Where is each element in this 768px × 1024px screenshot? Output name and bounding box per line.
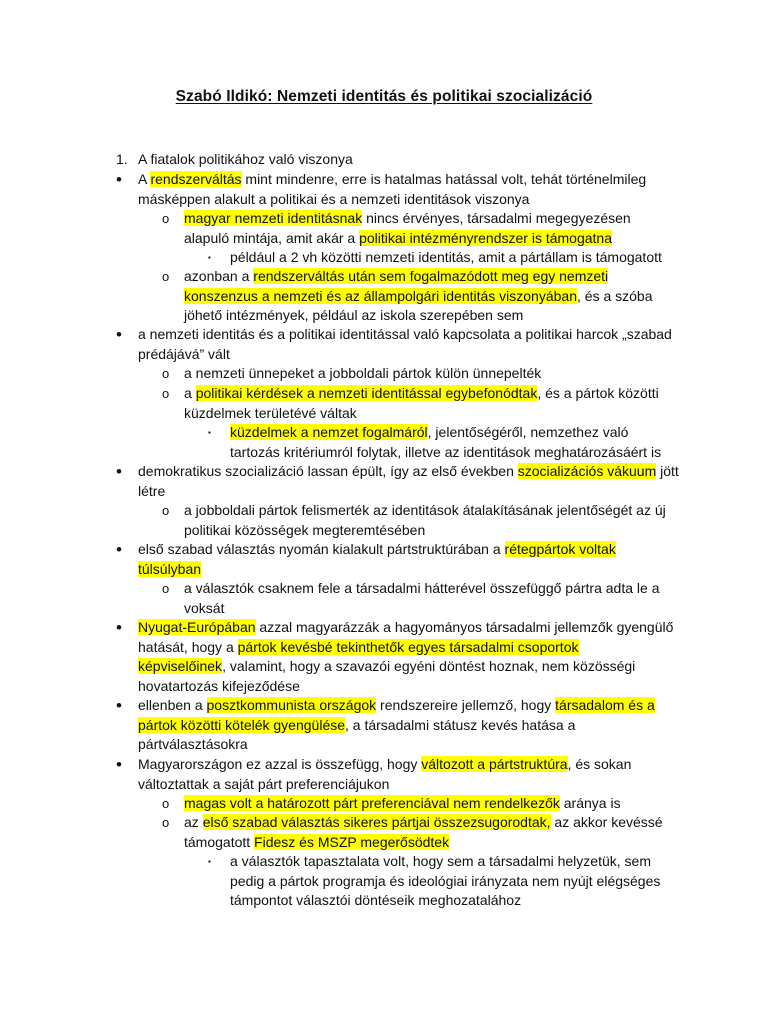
list-item xyxy=(230,852,698,911)
text-line xyxy=(138,735,698,755)
bullet-disc-icon: • xyxy=(116,170,122,189)
text-run: prédájává” vált xyxy=(138,345,230,362)
list-item xyxy=(138,170,698,209)
list-item xyxy=(184,579,698,618)
text-run: demokratikus szocializáció lassan épült, így az első években xyxy=(138,463,518,479)
text-run: , valamint, hogy a szavazói egyéni döntést hoznak, nem közösségi xyxy=(222,658,636,674)
bullet-disc-icon: • xyxy=(116,755,122,774)
highlighted-text: küzdelmek a nemzet fogalmáról xyxy=(230,424,428,440)
text-run: első szabad választás nyomán kialakult pártstruktúrában a xyxy=(138,541,505,557)
bullet-disc-icon: • xyxy=(116,325,122,344)
text-line xyxy=(138,540,698,560)
text-line xyxy=(138,638,698,658)
text-line xyxy=(138,696,698,716)
text-run: a xyxy=(184,385,196,401)
highlighted-text: szocializációs vákuum xyxy=(517,463,657,479)
text-run: A fiatalok politikához való viszonya xyxy=(138,151,353,167)
list-item xyxy=(230,248,698,268)
text-line xyxy=(184,209,698,229)
text-line xyxy=(184,579,698,599)
text-run: támogatott xyxy=(184,833,255,850)
text-line xyxy=(138,657,698,677)
highlighted-text: Nyugat-Európában xyxy=(138,619,256,635)
text-line xyxy=(138,755,698,775)
text-line xyxy=(184,501,698,521)
list-item xyxy=(138,150,698,170)
bullet-square-icon: ▪ xyxy=(208,857,211,866)
text-line xyxy=(184,599,698,619)
text-run: jött xyxy=(656,463,679,479)
text-run: Magyarországon ez azzal is összefügg, hogy xyxy=(138,756,422,772)
text-line xyxy=(138,170,698,190)
highlighted-text: rendszerváltás xyxy=(150,171,242,187)
text-run: támpontot választói döntéseik meghozatalához xyxy=(230,892,522,908)
text-run: pedig a pártok programja és ideológiai irányzata nem nyújt elégséges xyxy=(230,872,661,889)
text-run: tartozás kritériumról folytak, illetve az identitások meghatározásáért is xyxy=(230,443,662,460)
bullet-circle-icon: o xyxy=(162,503,170,518)
text-run: pártválasztásokra xyxy=(138,736,248,752)
list-item xyxy=(138,755,698,794)
text-line xyxy=(184,404,698,424)
text-run: alapuló mintája, amit akár a xyxy=(184,229,360,246)
text-line xyxy=(184,794,698,814)
text-line xyxy=(230,443,698,463)
text-run: aránya is xyxy=(559,795,621,811)
text-run: változtattak a saját párt preferenciájukon xyxy=(138,775,390,792)
text-line xyxy=(138,462,698,482)
bullet-square-icon: ▪ xyxy=(208,428,211,437)
highlighted-text: első szabad választás sikeres pártjai összezsugorodtak, xyxy=(202,814,551,830)
text-line xyxy=(230,872,698,892)
text-run: hovatartozás kifejeződése xyxy=(138,677,300,694)
text-line xyxy=(184,833,698,853)
text-line xyxy=(138,716,698,736)
text-run: másképpen alakult a politikai és a nemzeti identitások viszonya xyxy=(138,190,530,207)
document-title: Szabó Ildikó: Nemzeti identitás és politikai szocializáció xyxy=(175,88,593,105)
text-line xyxy=(184,287,698,307)
list-item xyxy=(138,696,698,755)
bullet-circle-icon: o xyxy=(162,796,170,811)
text-line xyxy=(138,775,698,795)
text-run: létre xyxy=(138,482,166,499)
list-item xyxy=(184,813,698,852)
bullet-square-icon: ▪ xyxy=(208,253,211,262)
text-run: politikai közösségek megteremtésében xyxy=(184,521,426,538)
text-run: a jobboldali pártok felismerték az identitások átalakításának jelentőségét az új xyxy=(184,502,666,518)
text-line xyxy=(184,813,698,833)
text-line xyxy=(138,325,698,345)
list-item xyxy=(230,423,698,462)
bullet-circle-icon: o xyxy=(162,386,170,401)
list-item xyxy=(138,325,698,364)
list-item xyxy=(184,209,698,248)
text-run: rendszereire jellemző, hogy xyxy=(376,697,556,713)
text-run: , a társadalmi státusz kevés hatása a xyxy=(345,716,576,733)
highlighted-text: változott a pártstruktúra xyxy=(421,756,568,772)
bullet-circle-icon: o xyxy=(162,211,170,226)
list-item xyxy=(138,618,698,696)
text-run: ellenben a xyxy=(138,697,207,713)
text-run: azzal magyarázzák a hagyományos társadalmi jellemzők gyengülő xyxy=(255,619,674,635)
bullet-circle-icon: o xyxy=(162,269,170,284)
text-run: a választók tapasztalata volt, hogy sem a társadalmi helyzetük, sem xyxy=(230,853,651,869)
text-run: a nemzeti identitás és a politikai identitással való kapcsolata a politikai harcok „szabad xyxy=(138,326,672,342)
highlighted-text: rendszerváltás után sem fogalmazódott meg egy nemzeti xyxy=(253,268,609,284)
text-run: küzdelmek területévé váltak xyxy=(184,404,357,421)
text-line xyxy=(184,267,698,287)
list-item xyxy=(184,267,698,326)
text-line xyxy=(138,618,698,638)
text-run: voksát xyxy=(184,599,225,616)
list-item xyxy=(184,364,698,384)
list-item xyxy=(138,540,698,579)
highlighted-text: konszenzus a nemzeti és az állampolgári identitás viszonyában xyxy=(184,287,577,304)
text-run: A xyxy=(138,171,151,187)
highlighted-text: túlsúlyban xyxy=(138,560,202,577)
text-run: a választók csaknem fele a társadalmi hátterével összefüggő pártra adta le a xyxy=(184,580,660,596)
text-line xyxy=(184,229,698,249)
text-run: jöhető intézmények, például az iskola szerepében sem xyxy=(184,307,524,323)
highlighted-text: posztkommunista országok xyxy=(206,697,377,713)
text-line xyxy=(138,190,698,210)
text-run: hatását, hogy a xyxy=(138,638,238,655)
text-run: azonban a xyxy=(184,268,254,284)
bullet-circle-icon: o xyxy=(162,581,170,596)
highlighted-text: magyar nemzeti identitásnak xyxy=(184,210,363,226)
text-line xyxy=(138,560,698,580)
highlighted-text: képviselőinek xyxy=(138,658,223,674)
text-line xyxy=(138,482,698,502)
text-line xyxy=(230,852,698,872)
bullet-circle-icon: o xyxy=(162,366,170,381)
text-line xyxy=(184,364,698,384)
list-item xyxy=(184,501,698,540)
text-run: , és a pártok közötti xyxy=(537,385,659,401)
text-line xyxy=(184,384,698,404)
highlighted-text: társadalom és a xyxy=(555,697,655,713)
list-item xyxy=(184,384,698,423)
text-line xyxy=(230,423,698,443)
text-line xyxy=(230,891,698,911)
highlighted-text: rétegpártok voltak xyxy=(504,541,616,557)
list-item xyxy=(184,794,698,814)
text-run: például a 2 vh közötti nemzeti identitás, amit a pártállam is támogatott xyxy=(230,249,662,265)
bullet-disc-icon: • xyxy=(116,696,122,715)
highlighted-text: magas volt a határozott párt preferenciával nem rendelkezők xyxy=(184,795,560,811)
highlighted-text: politikai intézményrendszer is támogatna xyxy=(359,229,612,246)
text-run: mint mindenre, erre is hatalmas hatással volt, tehát történelmileg xyxy=(241,171,647,187)
highlighted-text: pártok közötti kötelék gyengülése xyxy=(138,716,346,733)
text-run: nincs érvényes, társadalmi megegyezésen xyxy=(362,210,631,226)
text-run: , és sokan xyxy=(567,756,632,772)
highlighted-text: Fidesz és MSZP megerősödtek xyxy=(254,833,450,850)
text-run: az xyxy=(184,814,203,830)
text-line xyxy=(230,248,698,268)
highlighted-text: pártok kevésbé tekinthetők egyes társadalmi csoportok xyxy=(237,638,579,655)
text-run: az akkor kevéssé xyxy=(550,814,663,830)
text-run: , és a szóba xyxy=(577,287,653,304)
bullet-disc-icon: • xyxy=(116,618,122,637)
text-line xyxy=(138,345,698,365)
text-run: , jelentőségéről, nemzethez való xyxy=(427,424,629,440)
bullet-disc-icon: • xyxy=(116,462,122,481)
list-number: 1. xyxy=(116,151,128,167)
text-run: a nemzeti ünnepeket a jobboldali pártok külön ünnepelték xyxy=(184,365,542,381)
text-line xyxy=(184,306,698,326)
bullet-disc-icon: • xyxy=(116,540,122,559)
text-line xyxy=(138,677,698,697)
text-line xyxy=(138,150,698,170)
list-item xyxy=(138,462,698,501)
bullet-circle-icon: o xyxy=(162,815,170,830)
highlighted-text: politikai kérdések a nemzeti identitással egybefonódtak xyxy=(195,385,538,401)
text-line xyxy=(184,521,698,541)
